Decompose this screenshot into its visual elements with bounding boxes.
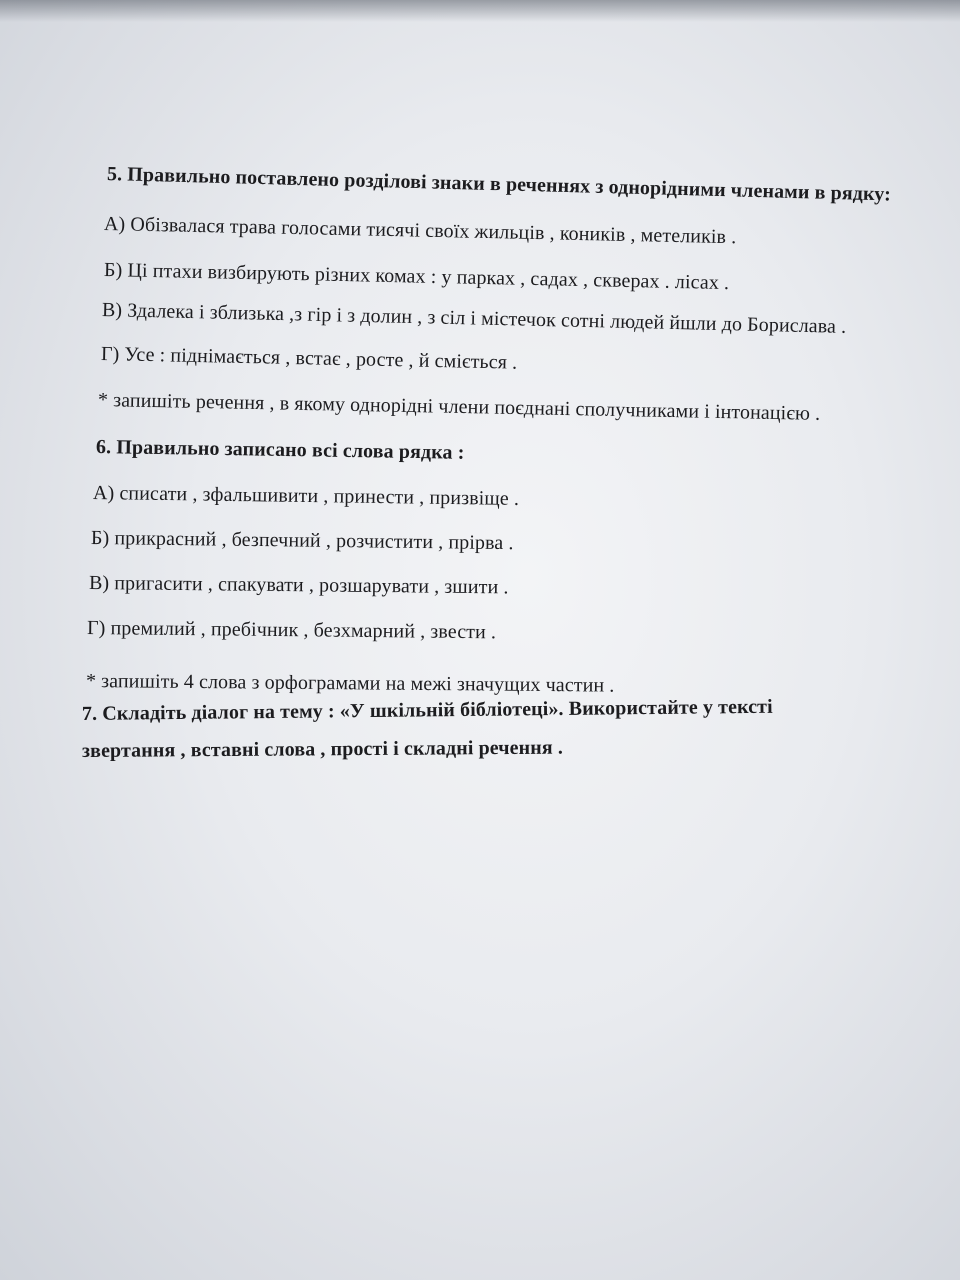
- task6-option-b: Б) прикрасний , безпечний , розчистити , прірва .: [90, 527, 514, 555]
- task5-question: 5. Правильно поставлено розділові знаки в реченнях з однорідними членами в рядку:: [106, 163, 892, 206]
- task5-option-c: В) Здалека і зблизька ,з гір і з долин , з сіл і містечок сотні людей йшли до Борислава .: [101, 299, 847, 338]
- task5-option-d: Г) Усе : піднімається , встає , росте , й сміється .: [100, 343, 518, 374]
- task7-line-2: звертання , вставні слова , прості і складні речення .: [81, 736, 564, 762]
- task6-option-d: Г) премилий , пребічник , безхмарний , звести .: [86, 617, 497, 644]
- task5-note: * запишіть речення , в якому однорідні члени поєднані сполучниками і інтонацією .: [97, 389, 821, 425]
- task6-option-c: В) пригасити , спакувати , розшарувати , зшити .: [88, 572, 509, 599]
- task5-option-a: А) Обізвалася трава голосами тисячі своїх жильців , коників , метеликів .: [103, 213, 737, 249]
- task5-option-b: Б) Ці птахи визбирують різних комах : у парках , садах , скверах . лісах .: [103, 259, 730, 295]
- task6-option-a: А) списати , зфальшивити , принести , призвіще .: [92, 482, 520, 510]
- task6-question: 6. Правильно записано всі слова рядка :: [95, 436, 465, 464]
- task7-line-1: 7. Складіть діалог на тему : «У шкільній бібліотеці». Використайте у тексті: [81, 695, 773, 725]
- task6-note: * запишіть 4 слова з орфограмами на межі значущих частин .: [85, 670, 615, 697]
